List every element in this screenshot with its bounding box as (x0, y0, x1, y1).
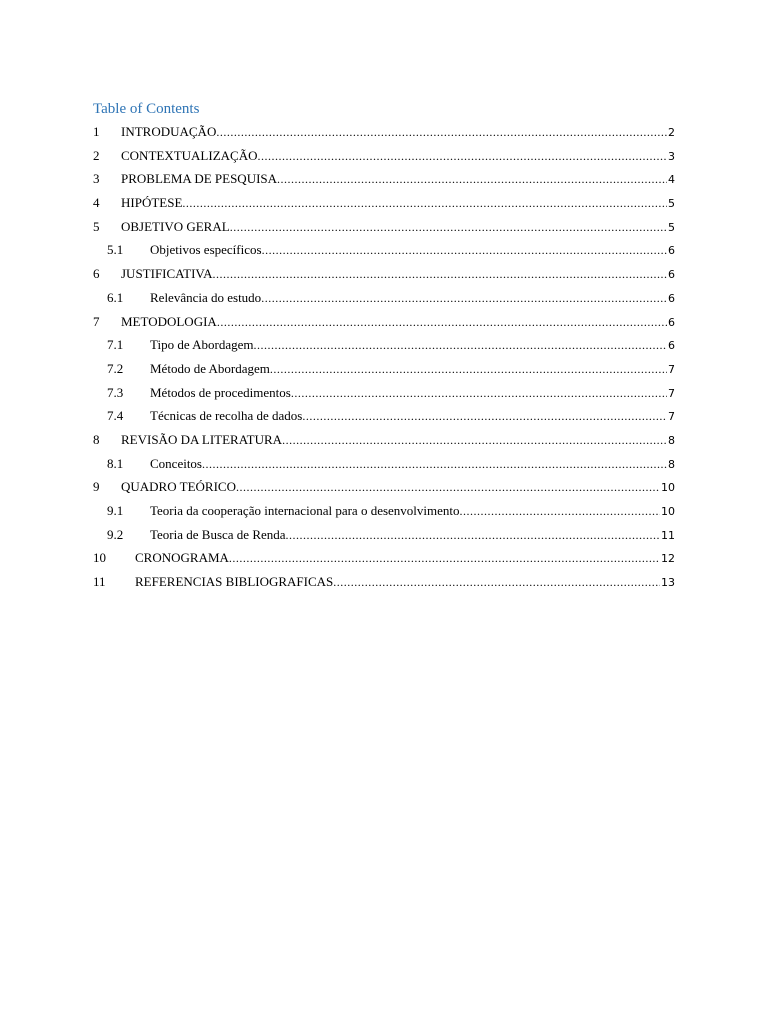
toc-entry-page-number: 10 (661, 481, 675, 495)
toc-entry[interactable] (93, 549, 675, 573)
toc-entry-page-number: 3 (668, 149, 675, 163)
dot-leader (277, 171, 667, 188)
toc-entry-number: 8.1 (107, 455, 124, 471)
toc-entry-number: 1 (93, 124, 100, 139)
toc-entry-page-number: 13 (661, 576, 675, 590)
dot-leader (282, 432, 667, 449)
toc-entry-page-number: 2 (668, 126, 675, 139)
toc-entry[interactable] (93, 384, 675, 408)
dot-leader (270, 361, 667, 378)
toc-entry-page-number: 6 (668, 291, 675, 305)
dot-leader (261, 290, 667, 307)
toc-entry[interactable] (93, 265, 675, 289)
toc-entry-number: 11 (93, 574, 106, 590)
toc-entry-number: 5 (93, 218, 100, 234)
dot-leader (291, 385, 667, 402)
toc-entry-page-number: 8 (668, 457, 675, 471)
document-page (93, 99, 675, 597)
dot-leader (262, 242, 667, 259)
toc-entry-title[interactable]: Tipo de Abordagem (150, 337, 254, 353)
toc-entry-title[interactable]: INTRODUAÇÃO (121, 124, 217, 139)
toc-entry-title[interactable]: Objetivos específicos (150, 242, 262, 258)
toc-entry-title[interactable]: PROBLEMA DE PESQUISA (121, 171, 278, 187)
toc-entry-title[interactable]: Método de Abordagem (150, 360, 270, 376)
toc-entry-number: 5.1 (107, 242, 124, 258)
toc-entry-page-number: 6 (668, 315, 675, 329)
toc-entry-title[interactable]: Técnicas de recolha de dados (150, 408, 303, 424)
toc-entry-page-number: 10 (661, 505, 675, 518)
toc-entry[interactable] (93, 194, 675, 218)
toc-entry-title[interactable]: REFERENCIAS BIBLIOGRAFICAS (135, 574, 334, 590)
toc-entry-title[interactable]: Relevância do estudo (150, 289, 262, 305)
toc-entry-page-number: 6 (668, 339, 675, 353)
toc-entry[interactable] (93, 336, 675, 360)
toc-entry-title[interactable]: CRONOGRAMA (135, 550, 229, 566)
toc-entry-number: 7.4 (107, 408, 124, 424)
toc-entry-number: 9.1 (107, 503, 124, 518)
toc-entry-title[interactable]: OBJETIVO GERAL (121, 218, 230, 234)
toc-entry-page-number: 12 (661, 552, 675, 566)
toc-entry-number: 8 (93, 431, 100, 447)
toc-entry[interactable] (93, 218, 675, 242)
toc-entry[interactable] (93, 170, 675, 194)
toc-entry-title[interactable]: METODOLOGIA (121, 313, 217, 329)
toc-entry-title[interactable]: Conceitos (150, 455, 202, 471)
dot-leader (257, 148, 667, 165)
toc-entry[interactable] (93, 455, 675, 479)
dot-leader (333, 574, 660, 591)
toc-entry-number: 4 (93, 195, 100, 211)
dot-leader (229, 550, 660, 567)
toc-entry-page-number: 6 (668, 268, 675, 282)
toc-entry[interactable] (93, 573, 675, 597)
toc-entry[interactable] (93, 431, 675, 455)
toc-entry-title[interactable]: Teoria da cooperação internacional para o desenvolvimento (150, 503, 460, 518)
toc-entry[interactable] (93, 241, 675, 265)
toc-heading: Table of Contents (93, 101, 200, 117)
toc-entry-title[interactable]: JUSTIFICATIVA (121, 266, 213, 282)
toc-entry[interactable] (93, 360, 675, 384)
dot-leader (216, 124, 667, 141)
toc-entry[interactable] (93, 407, 675, 431)
toc-entry-number: 7.3 (107, 384, 124, 400)
toc-entry[interactable] (93, 526, 675, 550)
dot-leader (230, 219, 667, 236)
toc-list (93, 123, 675, 597)
toc-entry-page-number: 7 (668, 410, 675, 424)
toc-entry-number: 9.2 (107, 526, 124, 542)
dot-leader (286, 527, 660, 544)
toc-entry[interactable] (93, 123, 675, 147)
dot-leader (236, 479, 660, 496)
toc-entry-title[interactable]: HIPÓTESE (121, 195, 183, 211)
toc-entry-number: 7 (93, 313, 100, 329)
toc-entry[interactable] (93, 289, 675, 313)
toc-entry-page-number: 8 (668, 433, 675, 447)
toc-entry-title[interactable]: CONTEXTUALIZAÇÃO (121, 147, 258, 163)
dot-leader (254, 337, 667, 354)
toc-entry-page-number: 5 (668, 220, 675, 234)
toc-entry-page-number: 11 (661, 528, 675, 542)
dot-leader (460, 503, 660, 520)
toc-entry-number: 6.1 (107, 289, 124, 305)
dot-leader (213, 266, 668, 283)
toc-entry-page-number: 6 (668, 244, 675, 258)
toc-entry-number: 7.1 (107, 337, 124, 353)
toc-entry[interactable] (93, 147, 675, 171)
toc-entry-number: 7.2 (107, 360, 124, 376)
dot-leader (202, 456, 667, 473)
toc-entry-page-number: 4 (668, 173, 675, 187)
toc-entry[interactable] (93, 313, 675, 337)
toc-entry[interactable] (93, 478, 675, 502)
toc-entry-number: 3 (93, 171, 100, 187)
toc-entry-title[interactable]: QUADRO TEÓRICO (121, 479, 236, 495)
toc-entry-number: 9 (93, 479, 100, 495)
toc-entry-number: 10 (93, 550, 106, 566)
toc-entry-page-number: 5 (668, 197, 675, 211)
toc-entry-title[interactable]: Teoria de Busca de Renda (150, 526, 286, 542)
toc-entry-page-number: 7 (668, 386, 675, 400)
toc-entry-number: 6 (93, 266, 100, 282)
toc-entry-number: 2 (93, 147, 100, 163)
toc-entry-page-number: 7 (668, 362, 675, 376)
toc-entry-title[interactable]: REVISÃO DA LITERATURA (121, 431, 283, 447)
toc-entry-title[interactable]: Métodos de procedimentos (150, 384, 291, 400)
dot-leader (217, 314, 667, 331)
dot-leader (302, 408, 667, 425)
toc-entry[interactable] (93, 502, 675, 526)
dot-leader (182, 195, 667, 212)
